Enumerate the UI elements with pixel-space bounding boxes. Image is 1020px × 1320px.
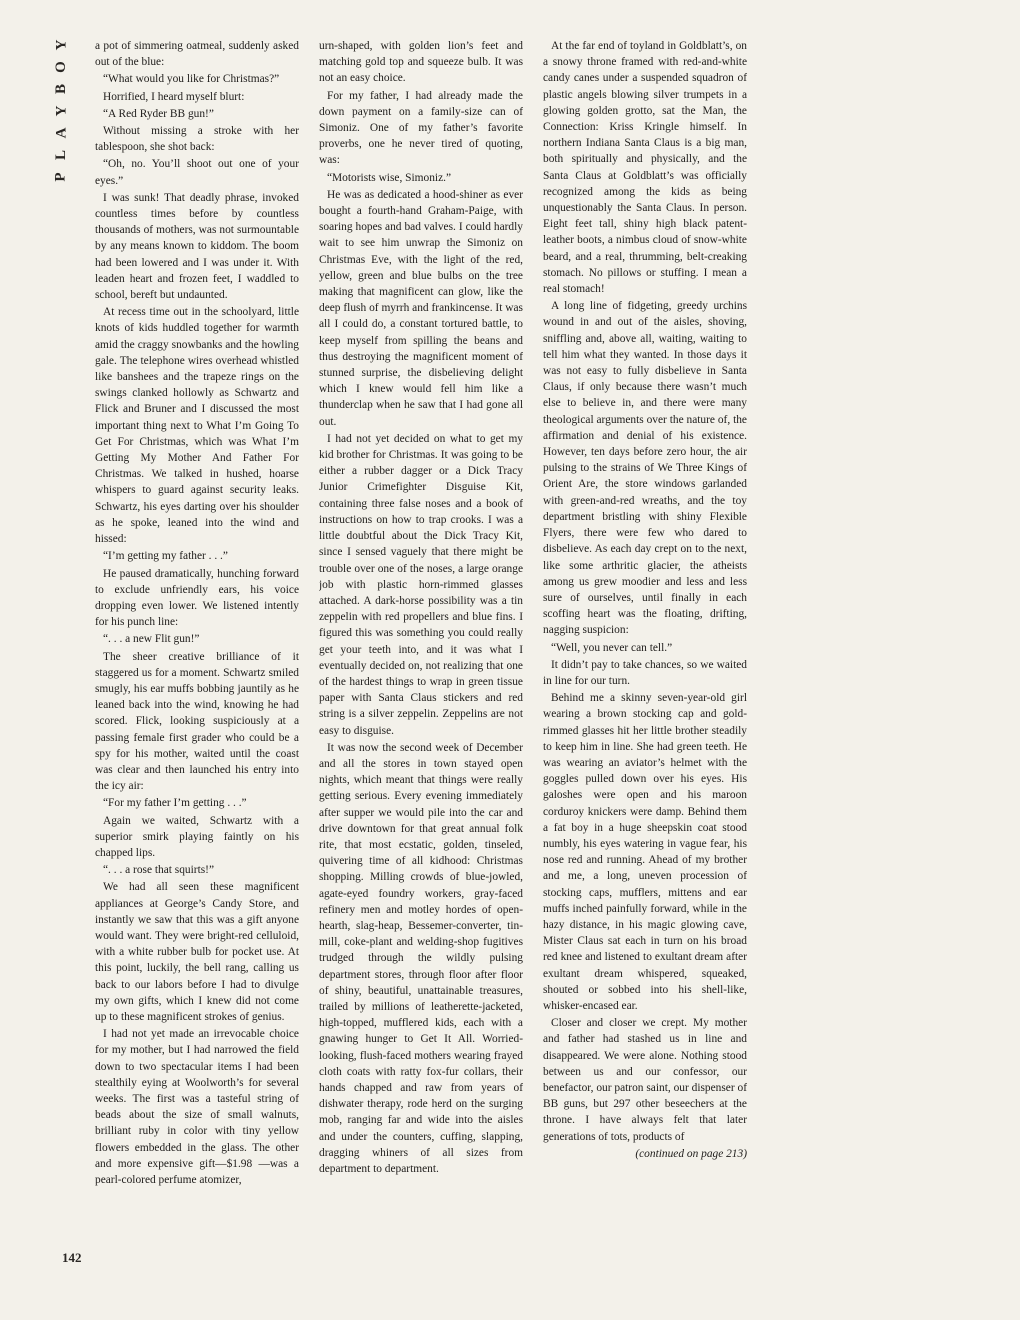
- paragraph: Behind me a skinny seven-year-old girl wearing a brown stocking cap and gold-rimmed glasses hit her little brother steadily to keep him in line. She had green teeth. He was wearing an aviator’s helmet with the goggles pulled down over his eyes. His galoshes were open and his maroon corduroy knickers were damp. Behind them a fat boy in a huge sheepskin coat stood numbly, his eyes watering in vague fear, his nose red and running. Ahead of my brother and me, a long, uneven procession of stocking caps, mufflers, mittens and ear muffs inched painfully forward, while in the hazy distance, in his magic glowing cave, Mister Claus sat each in turn on his broad red knee and listened to exultant dream after exultant dream whispered, squeaked, shouted or sobbed into his shell-like, whisker-encased ear.: [543, 692, 747, 1012]
- paragraph: “Oh, no. You’ll shoot out one of your eyes.”: [95, 158, 299, 187]
- paragraph: I had not yet made an irrevocable choice for my mother, but I had narrowed the field down to two spectacular items I had been stealthily eying at Woolworth’s for several weeks. The first was a tasteful string of beads about the size of small walnuts, brilliant ruby in color with tiny yellow flowers embedded in the glass. The other and more expensive gift—$1.98 —was a pearl-colored perfume atomizer,: [95, 1028, 299, 1187]
- article-body: [95, 38, 971, 1278]
- paragraph: I was sunk! That deadly phrase, invoked countless times before by countless thousands of mothers, was not surmountable by any means known to kiddom. The boom had been lowered and I was under it. With leaden heart and frozen feet, I waddled to school, bereft but undaunted.: [95, 191, 299, 302]
- paragraph: It didn’t pay to take chances, so we waited in line for our turn.: [543, 658, 747, 687]
- paragraph: “. . . a rose that squirts!”: [103, 864, 215, 877]
- paragraph: “Well, you never can tell.”: [551, 641, 673, 654]
- paragraph: It was now the second week of December and all the stores in town stayed open nights, which meant that things were really getting serious. Every evening immediately after supper we would pile into the car and drive downtown for that great annual folk rite, that most ecstatic, golden, tinseled, quivering time of all kidhood: Christmas shopping. Milling crowds of blue-jowled, agate-eyed foundry workers, gray-faced refinery men and motley hordes of open-hearth, slag-heap, Bessemer-converter, tin-mill, coke-plant and welding-shop fugitives trudged through the wildly pulsing department stores, through floor after floor of shiny, beautiful, unattainable treasures, trailed by millions of leatherette-jacketed, high-topped, mufflered kids, each with a gnawing hunger to Get It All. Worried-looking, flush-faced mothers wearing frayed cloth coats with ratty fox-fur collars, their hands chapped and raw from years of dishwater therapy, rode herd on the surging mob, ranging far and wide into the aisles and under the counters, cuffing, slapping, dragging whiners of all sizes from department to department.: [319, 741, 523, 1176]
- paragraph: “. . . a new Flit gun!”: [103, 633, 200, 646]
- paragraph: “For my father I’m getting . . .”: [103, 797, 247, 810]
- paragraph: At the far end of toyland in Goldblatt’s, on a snowy throne framed with red-and-white candy canes under a suspended squadron of plastic angels blowing silver trumpets in a glowing golden grotto, sat the Man, the Connection: Kriss Kringle himself. In northern Indiana Santa Claus is a big man, both spiritually and physically, and the Santa Claus at Goldblatt’s was officially recognized among the kids as being unquestionably the Santa Claus. In person. Eight feet tall, shiny high black patent-leather boots, a nimbus cloud of snow-white beard, and a real, thrumming, belt-creaking stomach. No pillows or stuffing. I mean a real stomach!: [543, 40, 747, 296]
- paragraph: “What would you like for Christmas?”: [103, 73, 280, 86]
- column-1: [95, 38, 299, 1278]
- paragraph: For my father, I had already made the down payment on a family-size can of Simoniz. One of my father’s favorite proverbs, one he never tired of quoting, was:: [319, 89, 523, 167]
- column-2: [319, 38, 523, 1278]
- paragraph: “A Red Ryder BB gun!”: [103, 107, 214, 120]
- paragraph: Again we waited, Schwartz with a superior smirk playing faintly on his chapped lips.: [95, 814, 299, 859]
- masthead-letter: P: [52, 172, 69, 182]
- paragraph: “Motorists wise, Simoniz.”: [327, 171, 452, 184]
- masthead-letter: Y: [53, 105, 69, 117]
- paragraph: I had not yet decided on what to get my kid brother for Christmas. It was going to be either a rubber dagger or a Dick Tracy Junior Crimefighter Disguise Kit, containing three false noses and a book of instructions on how to trap crooks. I was a little doubtful about the Dick Tracy Kit, since I sensed vaguely that there might be trouble over one of the noses, a large orange job with plastic horn-rimmed glasses attached. A dark-horse possibility was a tin zeppelin with red propellers and blue fins. I figured this was something you could really get your teeth into, and it was what I eventually decided on, not realizing that one of the hardest things to wrap in green tissue paper with Santa Claus stickers and red string is a silver zeppelin. Zeppelins are not easy to disguise.: [319, 432, 523, 737]
- paragraph: “I’m getting my father . . .”: [103, 550, 228, 563]
- paragraph: Horrified, I heard myself blurt:: [103, 90, 245, 103]
- page-number: 142: [62, 1250, 82, 1265]
- masthead-letter: O: [52, 61, 69, 73]
- column-3: [543, 38, 747, 1278]
- masthead-letter: Y: [53, 39, 69, 51]
- masthead: [46, 34, 76, 188]
- paragraph: Without missing a stroke with her tablespoon, she shot back:: [95, 125, 299, 154]
- paragraph: Closer and closer we crept. My mother and father had stashed us in line and disappeared. We were alone. Nothing stood between us and our confessor, our benefactor, our patron saint, our dispenser of BB guns, but 297 other beseechers at the throne. I have always felt that later generations of tots, products of: [543, 1017, 747, 1143]
- masthead-letter: L: [52, 149, 69, 161]
- paragraph: He was as dedicated a hood-shiner as ever bought a fourth-hand Graham-Paige, with soaring hopes and bad valves. I could hardly wait to see him unwrap the Simoniz on Christmas Eve, with the light of the red, yellow, green and blue bulbs on the tree making that magnificent can glow, like the deep flush of myrrh and frankincense. It was all I could do, a constant tortured battle, to keep myself from spilling the beans and thus destroying the magnificent moment of stunned surprise, the disbelieving delight which I knew would fell him like a thunderclap when he saw that I had gone all out.: [319, 188, 523, 428]
- continuation-note: (continued on page 213): [635, 1147, 747, 1160]
- paragraph: The sheer creative brilliance of it staggered us for a moment. Schwartz smiled smugly, his ear muffs bobbing jauntily as he leaned back into the wind, knowing he had scored. Flick, looking suspiciously at a passing female first grader who could be a spy for his mother, waited until the coast was clear and then launched his entry into the icy air:: [95, 650, 299, 793]
- paragraph: A long line of fidgeting, greedy urchins wound in and out of the aisles, shoving, sniffling and, above all, waiting, waiting to tell him what they wanted. In those days it was not easy to fully disbelieve in Santa Claus, if only because there wasn’t much else to believe in, and there were many theological arguments over the nature of, the affirmation and denial of his existence. However, ten days before zero hour, the air pulsing to the strains of We Three Kings of Orient Are, the store windows garlanded with green-and-red wreaths, and the toy department bristling with shiny Flexible Flyers, there were few who dared to disbelieve. As each day crept on to the next, like some arthritic glacier, the atheists among us grew moodier and less and less sure of ourselves, until finally in each scoffing heart was the floating, drifting, nagging suspicion:: [543, 300, 747, 637]
- masthead-letter: B: [52, 83, 69, 95]
- paragraph: At recess time out in the schoolyard, little knots of kids huddled together for warmth amid the craggy snowbanks and the howling gale. The telephone wires overhead whistled like banshees and the trapeze rings on the swings clanked hollowly as Schwartz and Flick and Bruner and I discussed the most important thing next to What I’m Going To Get For Christmas, which was What I’m Getting My Mother And Father For Christmas. We talked in hushed, hoarse whispers to guard against security leaks. Schwartz, his eyes darting over his shoulder as he spoke, leaned into the wind and hissed:: [95, 306, 299, 546]
- paragraph: We had all seen these magnificent appliances at George’s Candy Store, and instantly we saw that this was a gift anyone would want. They were bright-red celluloid, with a white rubber bulb for pocket use. At this point, luckily, the bell rang, calling us back to our labors before I had to divulge my own gifts, which I knew did not come up to these magnificent strokes of genius.: [95, 881, 299, 1023]
- paragraph: a pot of simmering oatmeal, suddenly asked out of the blue:: [95, 40, 299, 69]
- paragraph: urn-shaped, with golden lion’s feet and matching gold top and squeeze bulb. It was not an easy choice.: [319, 40, 523, 85]
- paragraph: He paused dramatically, hunching forward to exclude unfriendly ears, his voice dropping even lower. We listened intently for his punch line:: [95, 567, 299, 629]
- masthead-letter: A: [53, 127, 69, 139]
